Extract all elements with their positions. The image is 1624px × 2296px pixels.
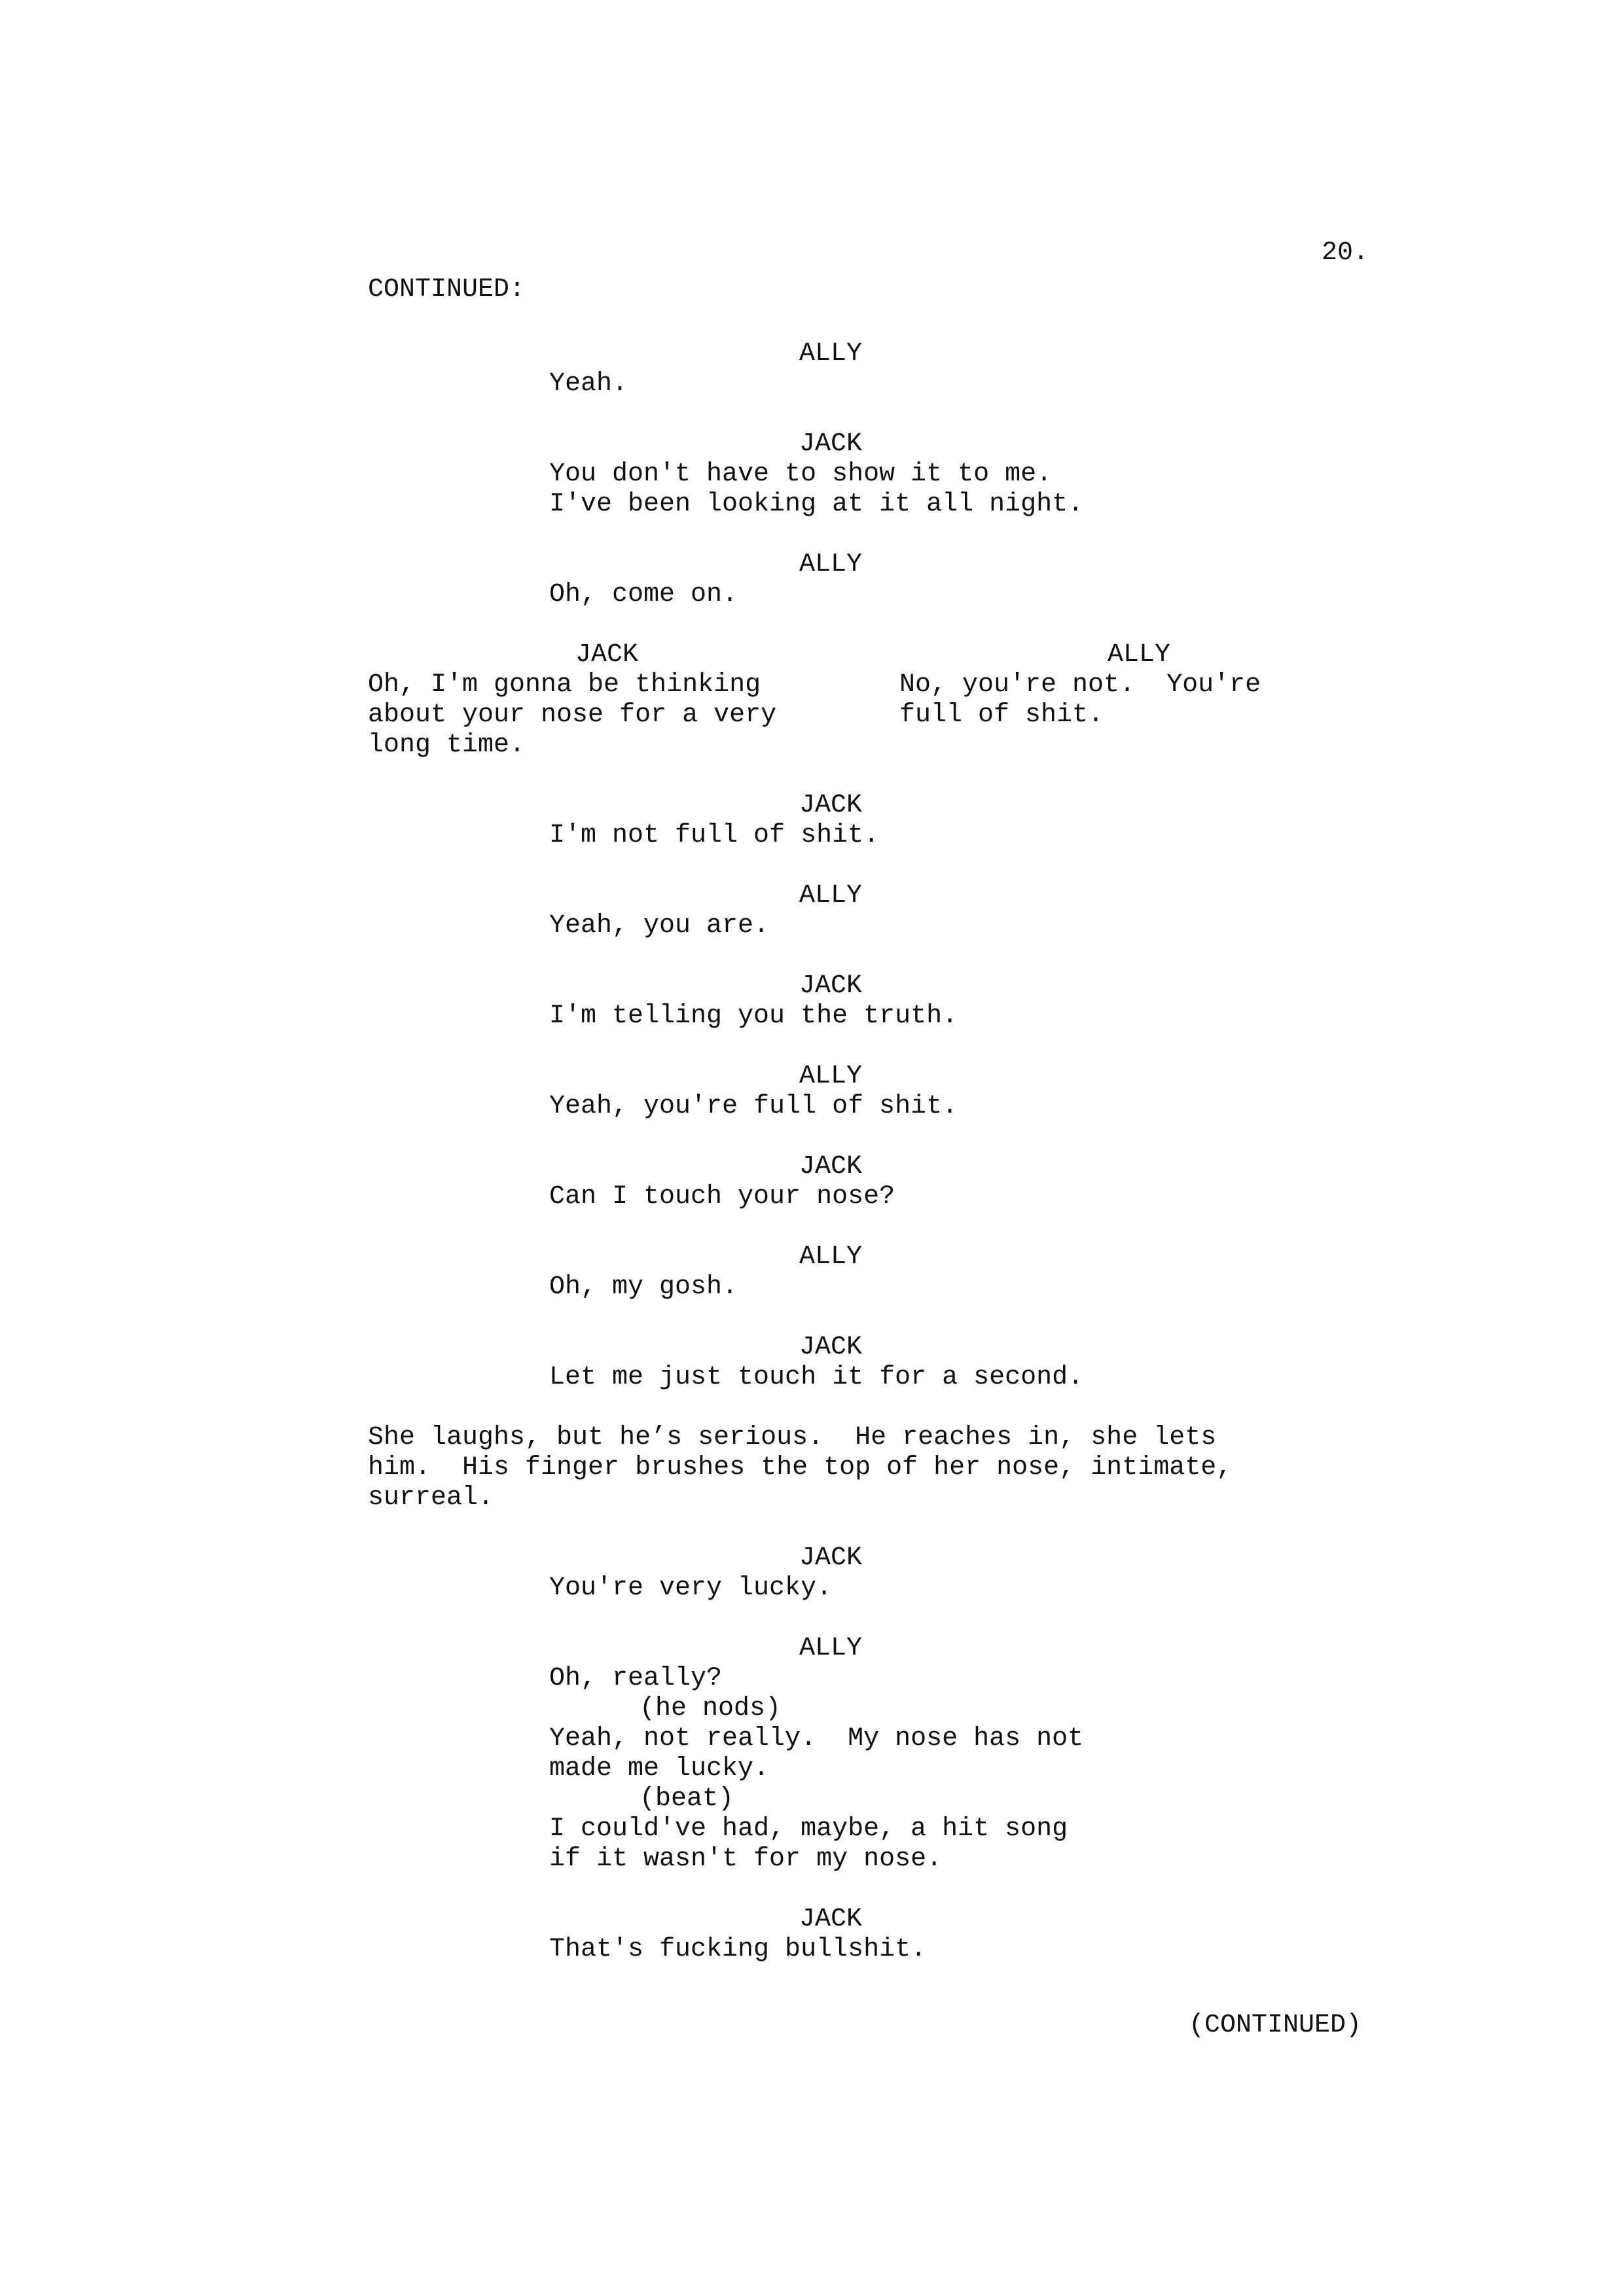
dialogue-line: I could've had, maybe, a hit song [549, 1814, 1068, 1844]
dialogue-line: I'm not full of shit. [549, 821, 880, 850]
page-number: 20. [1322, 238, 1369, 268]
character-cue: ALLY [799, 1634, 863, 1663]
dialogue-line: That's fucking bullshit. [549, 1935, 927, 1964]
dual-dialogue-right-line: full of shit. [899, 700, 1104, 730]
character-cue: JACK [799, 791, 863, 820]
dialogue-line: Yeah, you are. [549, 911, 770, 941]
character-cue: JACK [799, 971, 863, 1001]
parenthetical: (beat) [640, 1784, 734, 1814]
dialogue-line: Oh, come on. [549, 580, 738, 609]
character-cue: JACK [799, 1152, 863, 1181]
dual-dialogue-left-line: about your nose for a very [368, 700, 777, 730]
dialogue-line: Yeah, you're full of shit. [549, 1092, 958, 1121]
dialogue-line: Can I touch your nose? [549, 1182, 895, 1211]
dual-dialogue-left-line: Oh, I'm gonna be thinking [368, 670, 761, 700]
dialogue-line: Oh, really? [549, 1664, 723, 1693]
dialogue-line: if it wasn't for my nose. [549, 1844, 943, 1874]
continued-footer: (CONTINUED) [1189, 2011, 1362, 2040]
character-cue: ALLY [799, 339, 863, 368]
dialogue-line: Let me just touch it for a second. [549, 1363, 1084, 1392]
character-cue: JACK [799, 1543, 863, 1573]
dialogue-line: Oh, my gosh. [549, 1272, 738, 1302]
dual-dialogue-left-line: long time. [368, 730, 526, 760]
character-cue: ALLY [799, 881, 863, 910]
dialogue-line: made me lucky. [549, 1754, 770, 1784]
character-cue: ALLY [799, 1062, 863, 1091]
action-line: surreal. [368, 1483, 494, 1513]
character-cue: ALLY [799, 1242, 863, 1272]
action-line: him. His finger brushes the top of her nose, intimate, [368, 1453, 1233, 1482]
parenthetical: (he nods) [640, 1694, 782, 1723]
dialogue-line: I've been looking at it all night. [549, 490, 1084, 519]
dual-dialogue-right-cue: ALLY [1108, 640, 1171, 670]
dialogue-line: I'm telling you the truth. [549, 1001, 958, 1031]
action-line: She laughs, but he’s serious. He reaches in, she lets [368, 1423, 1217, 1452]
character-cue: JACK [799, 429, 863, 459]
dialogue-line: You're very lucky. [549, 1573, 833, 1603]
character-cue: JACK [799, 1333, 863, 1362]
dialogue-line: You don't have to show it to me. [549, 459, 1053, 489]
dual-dialogue-right-line: No, you're not. You're [899, 670, 1261, 700]
dialogue-line: Yeah. [549, 369, 628, 399]
dual-dialogue-left-cue: JACK [575, 640, 639, 670]
character-cue: ALLY [799, 550, 863, 579]
dialogue-line: Yeah, not really. My nose has not [549, 1724, 1084, 1753]
character-cue: JACK [799, 1905, 863, 1934]
continued-header: CONTINUED: [368, 275, 526, 304]
